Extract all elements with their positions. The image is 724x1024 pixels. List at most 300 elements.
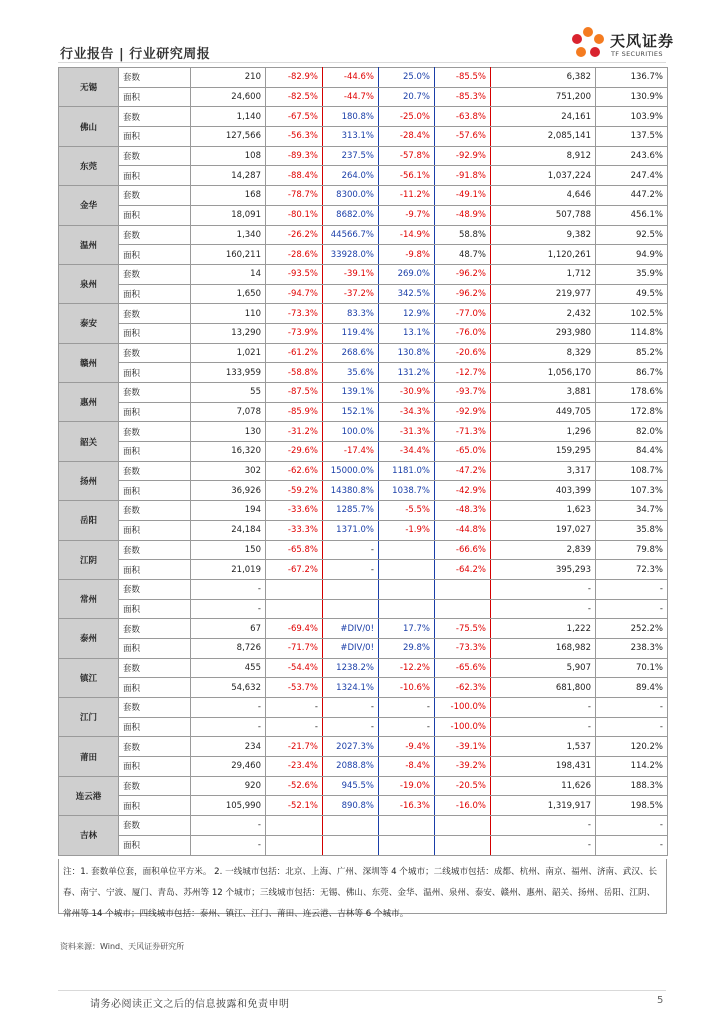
value-cell-col1: 194 bbox=[191, 501, 266, 521]
value-cell-col4 bbox=[379, 540, 435, 560]
value-cell-col2 bbox=[266, 816, 323, 836]
indicator-cell: 套数 bbox=[119, 816, 191, 836]
value-cell-col4 bbox=[379, 816, 435, 836]
city-name-cell: 泉州 bbox=[59, 264, 119, 303]
value-cell-col7: 92.5% bbox=[596, 225, 668, 245]
value-cell-col6: 395,293 bbox=[491, 560, 596, 580]
value-cell-col6: 1,537 bbox=[491, 737, 596, 757]
value-cell-col7: 94.9% bbox=[596, 245, 668, 265]
value-cell-col6: 1,319,917 bbox=[491, 796, 596, 816]
city-name-cell: 赣州 bbox=[59, 343, 119, 382]
value-cell-col2: -53.7% bbox=[266, 678, 323, 698]
value-cell-col5 bbox=[435, 816, 491, 836]
value-cell-col7: 49.5% bbox=[596, 284, 668, 304]
value-cell-col1: - bbox=[191, 698, 266, 718]
value-cell-col3: 35.6% bbox=[323, 363, 379, 383]
value-cell-col4: -8.4% bbox=[379, 757, 435, 777]
value-cell-col5: -93.7% bbox=[435, 383, 491, 403]
value-cell-col6: - bbox=[491, 816, 596, 836]
value-cell-col4: -14.9% bbox=[379, 225, 435, 245]
brand-logo bbox=[568, 24, 678, 64]
value-cell-col4: -9.4% bbox=[379, 737, 435, 757]
value-cell-col1: - bbox=[191, 579, 266, 599]
value-cell-col2: -33.6% bbox=[266, 501, 323, 521]
indicator-cell: 套数 bbox=[119, 461, 191, 481]
table-row bbox=[59, 422, 668, 442]
value-cell-col1: 210 bbox=[191, 68, 266, 88]
value-cell-col7: 136.7% bbox=[596, 68, 668, 88]
value-cell-col4: 29.8% bbox=[379, 638, 435, 658]
value-cell-col2: -88.4% bbox=[266, 166, 323, 186]
value-cell-col7: 107.3% bbox=[596, 481, 668, 501]
indicator-cell: 套数 bbox=[119, 383, 191, 403]
value-cell-col2: -85.9% bbox=[266, 402, 323, 422]
table-row bbox=[59, 323, 668, 343]
indicator-cell: 面积 bbox=[119, 835, 191, 855]
value-cell-col6: 1,296 bbox=[491, 422, 596, 442]
report-category: 行业报告 | 行业研究周报 bbox=[60, 47, 211, 62]
value-cell-col4: -30.9% bbox=[379, 383, 435, 403]
value-cell-col6: 1,037,224 bbox=[491, 166, 596, 186]
value-cell-col6: 198,431 bbox=[491, 757, 596, 777]
value-cell-col6: 3,881 bbox=[491, 383, 596, 403]
table-row bbox=[59, 461, 668, 481]
value-cell-col5: -16.0% bbox=[435, 796, 491, 816]
value-cell-col3: 83.3% bbox=[323, 304, 379, 324]
value-cell-col7: 243.6% bbox=[596, 146, 668, 166]
value-cell-col4: 17.7% bbox=[379, 619, 435, 639]
table-note: 注：1. 套数单位套，面积单位平方米。 2. 一线城市包括：北京、上海、广州、深圳等 4 个城市；二线城市包括：成都、杭州、南京、福州、济南、武汉、长春、南宁、宁波、厦门、青岛、苏州等 12 个城市；三线城市包括：无锡、佛山、东莞、金华、温州、泉州、泰安、赣州、惠州、韶关、扬州、岳阳、江阴、常州等 14 个城市；四线城市包括：泰州、镇江、江门、莆田、连云港、吉林等 6 个城市。 bbox=[58, 859, 667, 914]
indicator-cell: 面积 bbox=[119, 560, 191, 580]
table-row bbox=[59, 520, 668, 540]
value-cell-col6: 8,912 bbox=[491, 146, 596, 166]
table-body bbox=[59, 68, 668, 856]
indicator-cell: 面积 bbox=[119, 481, 191, 501]
value-cell-col1: 234 bbox=[191, 737, 266, 757]
value-cell-col6: 9,382 bbox=[491, 225, 596, 245]
value-cell-col5: -92.9% bbox=[435, 402, 491, 422]
indicator-cell: 面积 bbox=[119, 402, 191, 422]
value-cell-col7: 103.9% bbox=[596, 107, 668, 127]
value-cell-col7: 172.8% bbox=[596, 402, 668, 422]
value-cell-col3: 15000.0% bbox=[323, 461, 379, 481]
table-row bbox=[59, 343, 668, 363]
value-cell-col5: 58.8% bbox=[435, 225, 491, 245]
value-cell-col6: 2,839 bbox=[491, 540, 596, 560]
value-cell-col7: - bbox=[596, 579, 668, 599]
indicator-cell: 面积 bbox=[119, 599, 191, 619]
table-row bbox=[59, 717, 668, 737]
value-cell-col4: -25.0% bbox=[379, 107, 435, 127]
value-cell-col2: -26.2% bbox=[266, 225, 323, 245]
value-cell-col1: 14 bbox=[191, 264, 266, 284]
value-cell-col5: -96.2% bbox=[435, 284, 491, 304]
value-cell-col5: -48.9% bbox=[435, 205, 491, 225]
value-cell-col3: 264.0% bbox=[323, 166, 379, 186]
value-cell-col1: 24,184 bbox=[191, 520, 266, 540]
value-cell-col3: 1371.0% bbox=[323, 520, 379, 540]
value-cell-col6: 219,977 bbox=[491, 284, 596, 304]
value-cell-col7: 72.3% bbox=[596, 560, 668, 580]
value-cell-col3: 1285.7% bbox=[323, 501, 379, 521]
value-cell-col6: 24,161 bbox=[491, 107, 596, 127]
value-cell-col4: -19.0% bbox=[379, 776, 435, 796]
value-cell-col2: -56.3% bbox=[266, 127, 323, 147]
city-name-cell: 连云港 bbox=[59, 776, 119, 815]
value-cell-col2: -33.3% bbox=[266, 520, 323, 540]
value-cell-col7: 130.9% bbox=[596, 87, 668, 107]
value-cell-col1: 21,019 bbox=[191, 560, 266, 580]
value-cell-col4: 13.1% bbox=[379, 323, 435, 343]
value-cell-col2: -93.5% bbox=[266, 264, 323, 284]
value-cell-col5: 48.7% bbox=[435, 245, 491, 265]
value-cell-col1: 127,566 bbox=[191, 127, 266, 147]
value-cell-col1: 455 bbox=[191, 658, 266, 678]
table-row bbox=[59, 560, 668, 580]
city-name-cell: 温州 bbox=[59, 225, 119, 264]
city-name-cell: 东莞 bbox=[59, 146, 119, 185]
indicator-cell: 套数 bbox=[119, 304, 191, 324]
value-cell-col4: 131.2% bbox=[379, 363, 435, 383]
value-cell-col5: -57.6% bbox=[435, 127, 491, 147]
value-cell-col4 bbox=[379, 599, 435, 619]
value-cell-col3: 14380.8% bbox=[323, 481, 379, 501]
indicator-cell: 面积 bbox=[119, 757, 191, 777]
value-cell-col6: - bbox=[491, 835, 596, 855]
city-name-cell: 岳阳 bbox=[59, 501, 119, 540]
value-cell-col5: -76.0% bbox=[435, 323, 491, 343]
indicator-cell: 套数 bbox=[119, 540, 191, 560]
value-cell-col3: 945.5% bbox=[323, 776, 379, 796]
indicator-cell: 面积 bbox=[119, 205, 191, 225]
header-divider bbox=[58, 62, 666, 63]
value-cell-col3: 268.6% bbox=[323, 343, 379, 363]
table-row bbox=[59, 757, 668, 777]
value-cell-col5: -100.0% bbox=[435, 698, 491, 718]
value-cell-col4: -31.3% bbox=[379, 422, 435, 442]
table-row bbox=[59, 107, 668, 127]
value-cell-col5: -49.1% bbox=[435, 186, 491, 206]
city-name-cell: 江阴 bbox=[59, 540, 119, 579]
value-cell-col7: - bbox=[596, 816, 668, 836]
value-cell-col7: 35.8% bbox=[596, 520, 668, 540]
indicator-cell: 套数 bbox=[119, 422, 191, 442]
value-cell-col1: 920 bbox=[191, 776, 266, 796]
value-cell-col2: -29.6% bbox=[266, 442, 323, 462]
value-cell-col1: 67 bbox=[191, 619, 266, 639]
value-cell-col6: 168,982 bbox=[491, 638, 596, 658]
value-cell-col7: 247.4% bbox=[596, 166, 668, 186]
table-row bbox=[59, 225, 668, 245]
value-cell-col1: 130 bbox=[191, 422, 266, 442]
value-cell-col1: 1,021 bbox=[191, 343, 266, 363]
indicator-cell: 面积 bbox=[119, 284, 191, 304]
value-cell-col1: 36,926 bbox=[191, 481, 266, 501]
table-row bbox=[59, 619, 668, 639]
value-cell-col4 bbox=[379, 560, 435, 580]
indicator-cell: 面积 bbox=[119, 520, 191, 540]
value-cell-col4: -34.3% bbox=[379, 402, 435, 422]
table-row bbox=[59, 796, 668, 816]
value-cell-col4 bbox=[379, 835, 435, 855]
value-cell-col4: 342.5% bbox=[379, 284, 435, 304]
value-cell-col3: 8682.0% bbox=[323, 205, 379, 225]
logo-text-en: TF SECURITIES bbox=[611, 50, 663, 58]
value-cell-col1: 105,990 bbox=[191, 796, 266, 816]
value-cell-col4: -5.5% bbox=[379, 501, 435, 521]
value-cell-col3: 1238.2% bbox=[323, 658, 379, 678]
indicator-cell: 套数 bbox=[119, 68, 191, 88]
value-cell-col5: -85.3% bbox=[435, 87, 491, 107]
indicator-cell: 套数 bbox=[119, 698, 191, 718]
table-row bbox=[59, 245, 668, 265]
value-cell-col7: 114.8% bbox=[596, 323, 668, 343]
indicator-cell: 套数 bbox=[119, 146, 191, 166]
indicator-cell: 套数 bbox=[119, 658, 191, 678]
value-cell-col2: -94.7% bbox=[266, 284, 323, 304]
value-cell-col5: -44.8% bbox=[435, 520, 491, 540]
table-row bbox=[59, 481, 668, 501]
city-name-cell: 扬州 bbox=[59, 461, 119, 500]
value-cell-col5: -66.6% bbox=[435, 540, 491, 560]
value-cell-col7: 178.6% bbox=[596, 383, 668, 403]
value-cell-col6: 4,646 bbox=[491, 186, 596, 206]
indicator-cell: 套数 bbox=[119, 186, 191, 206]
value-cell-col1: 160,211 bbox=[191, 245, 266, 265]
value-cell-col3: -39.1% bbox=[323, 264, 379, 284]
value-cell-col3: -17.4% bbox=[323, 442, 379, 462]
value-cell-col5: -42.9% bbox=[435, 481, 491, 501]
value-cell-col6: 11,626 bbox=[491, 776, 596, 796]
value-cell-col3: #DIV/0! bbox=[323, 619, 379, 639]
table-row bbox=[59, 540, 668, 560]
indicator-cell: 面积 bbox=[119, 363, 191, 383]
value-cell-col3: - bbox=[323, 717, 379, 737]
value-cell-col7: 447.2% bbox=[596, 186, 668, 206]
value-cell-col4: 12.9% bbox=[379, 304, 435, 324]
value-cell-col1: 108 bbox=[191, 146, 266, 166]
value-cell-col3 bbox=[323, 579, 379, 599]
value-cell-col6: 1,623 bbox=[491, 501, 596, 521]
value-cell-col4: - bbox=[379, 717, 435, 737]
value-cell-col6: 507,788 bbox=[491, 205, 596, 225]
city-name-cell: 江门 bbox=[59, 698, 119, 737]
value-cell-col2: -21.7% bbox=[266, 737, 323, 757]
value-cell-col5: -20.5% bbox=[435, 776, 491, 796]
indicator-cell: 面积 bbox=[119, 87, 191, 107]
value-cell-col7: - bbox=[596, 717, 668, 737]
value-cell-col4: - bbox=[379, 698, 435, 718]
table-row bbox=[59, 658, 668, 678]
value-cell-col7: 456.1% bbox=[596, 205, 668, 225]
table-row bbox=[59, 442, 668, 462]
city-name-cell: 金华 bbox=[59, 186, 119, 225]
value-cell-col1: 302 bbox=[191, 461, 266, 481]
value-cell-col4: 269.0% bbox=[379, 264, 435, 284]
value-cell-col3: 180.8% bbox=[323, 107, 379, 127]
value-cell-col3 bbox=[323, 835, 379, 855]
indicator-cell: 套数 bbox=[119, 737, 191, 757]
value-cell-col2: - bbox=[266, 717, 323, 737]
value-cell-col5: -75.5% bbox=[435, 619, 491, 639]
value-cell-col7: - bbox=[596, 599, 668, 619]
value-cell-col3: -37.2% bbox=[323, 284, 379, 304]
value-cell-col2: -52.1% bbox=[266, 796, 323, 816]
indicator-cell: 套数 bbox=[119, 619, 191, 639]
value-cell-col4: -10.6% bbox=[379, 678, 435, 698]
table-row bbox=[59, 284, 668, 304]
value-cell-col4: -11.2% bbox=[379, 186, 435, 206]
value-cell-col1: - bbox=[191, 599, 266, 619]
value-cell-col7: 238.3% bbox=[596, 638, 668, 658]
indicator-cell: 套数 bbox=[119, 107, 191, 127]
value-cell-col1: 14,287 bbox=[191, 166, 266, 186]
indicator-cell: 套数 bbox=[119, 776, 191, 796]
value-cell-col1: 54,632 bbox=[191, 678, 266, 698]
value-cell-col2: -52.6% bbox=[266, 776, 323, 796]
value-cell-col1: - bbox=[191, 816, 266, 836]
city-name-cell: 常州 bbox=[59, 579, 119, 618]
value-cell-col6: 293,980 bbox=[491, 323, 596, 343]
table-row bbox=[59, 205, 668, 225]
table-row bbox=[59, 835, 668, 855]
value-cell-col5: -65.0% bbox=[435, 442, 491, 462]
value-cell-col6: 197,027 bbox=[491, 520, 596, 540]
footer-divider bbox=[58, 990, 666, 991]
value-cell-col3: 1324.1% bbox=[323, 678, 379, 698]
value-cell-col1: 24,600 bbox=[191, 87, 266, 107]
value-cell-col2: -61.2% bbox=[266, 343, 323, 363]
value-cell-col5: -20.6% bbox=[435, 343, 491, 363]
city-name-cell: 莆田 bbox=[59, 737, 119, 776]
value-cell-col4: -34.4% bbox=[379, 442, 435, 462]
value-cell-col4: -1.9% bbox=[379, 520, 435, 540]
value-cell-col7: - bbox=[596, 835, 668, 855]
value-cell-col4: -12.2% bbox=[379, 658, 435, 678]
value-cell-col5: -85.5% bbox=[435, 68, 491, 88]
value-cell-col1: 13,290 bbox=[191, 323, 266, 343]
value-cell-col4: -9.7% bbox=[379, 205, 435, 225]
value-cell-col6: 751,200 bbox=[491, 87, 596, 107]
value-cell-col2: -89.3% bbox=[266, 146, 323, 166]
value-cell-col2: -73.9% bbox=[266, 323, 323, 343]
value-cell-col5: -65.6% bbox=[435, 658, 491, 678]
value-cell-col6: 681,800 bbox=[491, 678, 596, 698]
value-cell-col5: -47.2% bbox=[435, 461, 491, 481]
value-cell-col1: 1,140 bbox=[191, 107, 266, 127]
value-cell-col2: -73.3% bbox=[266, 304, 323, 324]
page-number: 5 bbox=[657, 995, 664, 1006]
value-cell-col1: 29,460 bbox=[191, 757, 266, 777]
value-cell-col3: 2088.8% bbox=[323, 757, 379, 777]
value-cell-col3: - bbox=[323, 540, 379, 560]
value-cell-col6: - bbox=[491, 698, 596, 718]
value-cell-col4: 1038.7% bbox=[379, 481, 435, 501]
value-cell-col3: - bbox=[323, 560, 379, 580]
indicator-cell: 套数 bbox=[119, 343, 191, 363]
city-name-cell: 镇江 bbox=[59, 658, 119, 697]
value-cell-col2: -87.5% bbox=[266, 383, 323, 403]
value-cell-col6: - bbox=[491, 579, 596, 599]
value-cell-col1: - bbox=[191, 835, 266, 855]
value-cell-col3: #DIV/0! bbox=[323, 638, 379, 658]
value-cell-col2: -82.5% bbox=[266, 87, 323, 107]
value-cell-col2: -67.2% bbox=[266, 560, 323, 580]
value-cell-col5: -39.2% bbox=[435, 757, 491, 777]
value-cell-col3: 33928.0% bbox=[323, 245, 379, 265]
table-row bbox=[59, 186, 668, 206]
table-row bbox=[59, 146, 668, 166]
value-cell-col4: -9.8% bbox=[379, 245, 435, 265]
value-cell-col2: -80.1% bbox=[266, 205, 323, 225]
indicator-cell: 面积 bbox=[119, 245, 191, 265]
table-row bbox=[59, 68, 668, 88]
value-cell-col3: 2027.3% bbox=[323, 737, 379, 757]
value-cell-col5 bbox=[435, 599, 491, 619]
data-source: 资料来源：Wind、天风证券研究所 bbox=[60, 942, 185, 951]
table-row bbox=[59, 698, 668, 718]
value-cell-col5: -71.3% bbox=[435, 422, 491, 442]
value-cell-col5: -73.3% bbox=[435, 638, 491, 658]
table-row bbox=[59, 599, 668, 619]
value-cell-col6: 8,329 bbox=[491, 343, 596, 363]
value-cell-col2: -71.7% bbox=[266, 638, 323, 658]
indicator-cell: 面积 bbox=[119, 717, 191, 737]
value-cell-col6: 1,222 bbox=[491, 619, 596, 639]
value-cell-col6: 159,295 bbox=[491, 442, 596, 462]
value-cell-col3 bbox=[323, 599, 379, 619]
value-cell-col1: 1,340 bbox=[191, 225, 266, 245]
value-cell-col2 bbox=[266, 835, 323, 855]
value-cell-col6: 5,907 bbox=[491, 658, 596, 678]
table-row bbox=[59, 264, 668, 284]
value-cell-col6: 2,432 bbox=[491, 304, 596, 324]
value-cell-col7: 252.2% bbox=[596, 619, 668, 639]
disclaimer-link[interactable]: 请务必阅读正文之后的信息披露和免责申明 bbox=[90, 999, 290, 1010]
table-row bbox=[59, 383, 668, 403]
value-cell-col2: -82.9% bbox=[266, 68, 323, 88]
value-cell-col7: 120.2% bbox=[596, 737, 668, 757]
value-cell-col1: 110 bbox=[191, 304, 266, 324]
value-cell-col1: - bbox=[191, 717, 266, 737]
value-cell-col2: -65.8% bbox=[266, 540, 323, 560]
value-cell-col5 bbox=[435, 579, 491, 599]
value-cell-col1: 1,650 bbox=[191, 284, 266, 304]
table-row bbox=[59, 816, 668, 836]
value-cell-col1: 168 bbox=[191, 186, 266, 206]
value-cell-col2: -69.4% bbox=[266, 619, 323, 639]
value-cell-col2: -62.6% bbox=[266, 461, 323, 481]
table-row bbox=[59, 501, 668, 521]
value-cell-col2: -59.2% bbox=[266, 481, 323, 501]
logo-text-cn: 天风证券 bbox=[610, 32, 675, 50]
value-cell-col6: - bbox=[491, 599, 596, 619]
value-cell-col7: 86.7% bbox=[596, 363, 668, 383]
value-cell-col7: 108.7% bbox=[596, 461, 668, 481]
table-row bbox=[59, 87, 668, 107]
value-cell-col4: 20.7% bbox=[379, 87, 435, 107]
value-cell-col1: 133,959 bbox=[191, 363, 266, 383]
value-cell-col2: -67.5% bbox=[266, 107, 323, 127]
value-cell-col7: 34.7% bbox=[596, 501, 668, 521]
indicator-cell: 面积 bbox=[119, 127, 191, 147]
value-cell-col4: 130.8% bbox=[379, 343, 435, 363]
value-cell-col1: 8,726 bbox=[191, 638, 266, 658]
value-cell-col3: 237.5% bbox=[323, 146, 379, 166]
value-cell-col2 bbox=[266, 599, 323, 619]
value-cell-col7: 70.1% bbox=[596, 658, 668, 678]
table-row bbox=[59, 638, 668, 658]
